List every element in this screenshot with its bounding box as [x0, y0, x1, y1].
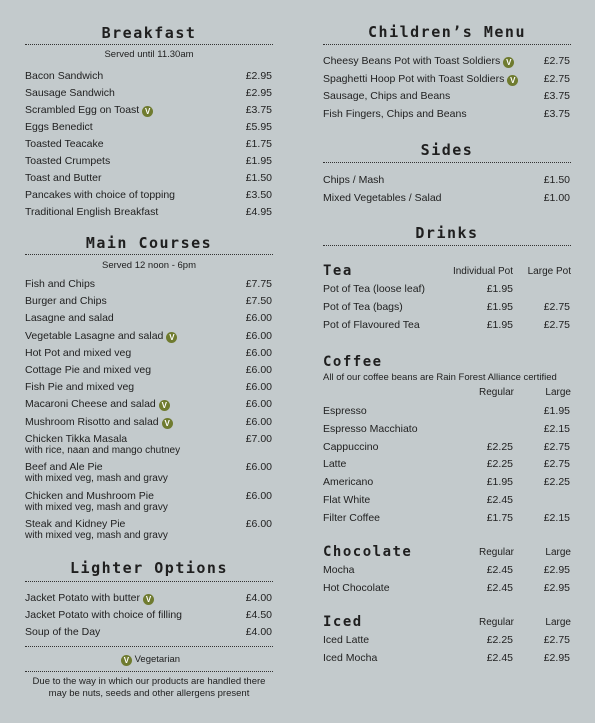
item-name-text: Lasagne and salad: [25, 312, 114, 325]
item-name: [25, 398, 170, 411]
item-price-large: £2.95: [543, 581, 570, 594]
tea-col-header-1: Individual Pot: [452, 266, 513, 277]
item-price-regular: £1.75: [486, 511, 513, 524]
item-price: £6.00: [245, 461, 272, 474]
coffee-note: All of our coffee beans are Rain Forest Alliance certified: [323, 372, 557, 383]
item-note: with mixed veg, mash and gravy: [25, 530, 168, 542]
item-price: £2.75: [543, 72, 570, 85]
item-price: £6.00: [245, 489, 272, 502]
item-name: [25, 347, 131, 359]
item-name-text: Vegetable Lasagne and salad: [25, 329, 164, 342]
item-name: [323, 90, 450, 102]
item-price-large: £2.25: [543, 476, 570, 489]
item-name: [25, 295, 107, 307]
iced-subheading: Iced: [323, 614, 363, 630]
item-name: [25, 330, 177, 343]
item-price-regular: £1.95: [486, 476, 513, 489]
item-price-regular: £1.95: [486, 300, 513, 313]
item-price: £7.50: [245, 295, 272, 308]
item-price: £1.50: [245, 172, 272, 184]
item-name: [25, 592, 154, 605]
item-name: [25, 189, 175, 201]
item-name-text: Jacket Potato with choice of filling: [25, 609, 182, 621]
item-price-large: £2.95: [543, 564, 570, 576]
tea-subheading: Tea: [323, 263, 353, 279]
item-name-text: Chicken Tikka Masala: [25, 432, 128, 445]
item-name: [323, 192, 442, 204]
item-name: [25, 155, 110, 167]
item-name: [25, 138, 104, 150]
item-name-text: Sausage Sandwich: [25, 87, 115, 99]
allergen-line-1: Due to the way in which our products are handled there: [32, 676, 266, 687]
item-price-regular: £2.45: [486, 581, 513, 594]
item-name: Espresso: [323, 405, 367, 417]
item-name: [323, 73, 518, 86]
item-price-regular: £2.25: [486, 634, 513, 646]
item-price-large: £1.95: [543, 405, 570, 417]
main-courses-heading: Main Courses: [85, 234, 213, 252]
item-name: [25, 609, 182, 621]
item-name: [323, 108, 467, 120]
item-name-text: Scrambled Egg on Toast: [25, 104, 140, 116]
iced-col-header-2: Large: [545, 617, 571, 628]
item-name: [25, 433, 127, 445]
veg-legend: [25, 654, 273, 666]
item-name-text: Mushroom Risotto and salad: [25, 415, 159, 428]
item-price: £3.75: [543, 90, 570, 102]
item-price-large: £2.75: [543, 634, 570, 646]
item-name-text: Fish Fingers, Chips and Beans: [323, 107, 467, 120]
item-price: £3.75: [245, 104, 272, 116]
item-price: £6.00: [245, 329, 272, 342]
item-name: [25, 626, 100, 638]
item-price: £6.00: [245, 346, 272, 359]
divider: [25, 581, 273, 582]
item-name-text: Bacon Sandwich: [25, 70, 104, 82]
item-name-text: Toasted Teacake: [25, 138, 104, 150]
item-name-text: Macaroni Cheese and salad: [25, 398, 156, 411]
item-price: £4.50: [245, 609, 272, 621]
item-price-regular: £1.95: [486, 283, 513, 295]
item-name: [25, 206, 158, 218]
item-price: £6.00: [245, 415, 272, 428]
item-price-large: £2.75: [543, 458, 570, 471]
tea-col-header-2: Large Pot: [527, 266, 571, 277]
item-price-regular: £2.45: [486, 651, 513, 664]
divider: [323, 44, 571, 45]
sides-heading: Sides: [420, 141, 474, 159]
vegetarian-icon: V: [162, 418, 173, 429]
item-price: £2.75: [543, 55, 570, 67]
item-name: [25, 172, 101, 184]
item-note: with mixed veg, mash and gravy: [25, 501, 168, 513]
divider: [323, 162, 571, 163]
coffee-col-header-1: Regular: [478, 387, 514, 398]
item-price-large: £2.75: [543, 318, 570, 331]
item-name: Flat White: [323, 494, 371, 506]
item-price: £4.95: [245, 206, 272, 218]
item-name: Mocha: [323, 564, 355, 576]
coffee-col-header-2: Large: [545, 387, 571, 398]
item-name: [25, 381, 134, 393]
item-price-large: £2.15: [543, 422, 570, 435]
item-name: Cappuccino: [323, 440, 379, 453]
item-price: £7.00: [245, 432, 272, 445]
item-price: £2.95: [245, 87, 272, 99]
item-name: [25, 104, 153, 117]
allergen-line-2: may be nuts, seeds and other allergens present: [48, 688, 250, 699]
item-name-text: Cottage Pie and mixed veg: [25, 364, 152, 376]
item-name-text: Traditional English Breakfast: [25, 206, 159, 218]
item-name-text: Chips / Mash: [323, 174, 385, 186]
item-price-large: £2.75: [543, 440, 570, 453]
item-name: [25, 518, 125, 530]
item-price: £3.75: [543, 107, 570, 120]
item-name: Latte: [323, 458, 347, 471]
item-price: £1.75: [245, 138, 272, 150]
item-price: £6.00: [245, 398, 272, 411]
drinks-heading: Drinks: [415, 224, 479, 242]
item-note: with rice, naan and mango chutney: [25, 444, 181, 456]
divider: [25, 44, 273, 45]
item-name-text: Hot Pot and mixed veg: [25, 346, 132, 359]
item-name: [25, 461, 103, 473]
item-price: £5.95: [245, 121, 272, 133]
item-name: Espresso Macchiato: [323, 422, 418, 435]
item-name: [323, 55, 514, 68]
item-price: £6.00: [245, 312, 272, 325]
item-price-regular: £2.25: [486, 458, 513, 471]
item-name: Iced Latte: [323, 634, 370, 646]
item-price-regular: £2.25: [486, 440, 513, 453]
item-name: Pot of Tea (bags): [323, 300, 403, 313]
item-name: [25, 416, 173, 429]
vegetarian-icon: V: [159, 400, 170, 411]
vegetarian-icon: V: [121, 655, 132, 666]
item-name-text: Sausage, Chips and Beans: [323, 90, 451, 102]
item-price: £2.95: [245, 70, 272, 82]
item-price: £1.95: [245, 155, 272, 167]
item-price-regular: £1.95: [486, 318, 513, 331]
divider: [25, 646, 273, 647]
iced-col-header-1: Regular: [478, 617, 514, 628]
item-price: £6.00: [245, 381, 272, 394]
item-name-text: Eggs Benedict: [25, 121, 93, 133]
item-name-text: Spaghetti Hoop Pot with Toast Soldiers: [323, 72, 505, 85]
vegetarian-icon: V: [143, 594, 154, 605]
item-name-text: Mixed Vegetables / Salad: [323, 192, 442, 204]
breakfast-hours: Served until 11.30am: [104, 49, 194, 60]
item-name: Pot of Flavoured Tea: [323, 318, 420, 331]
item-price: £4.00: [245, 626, 272, 638]
item-name: Pot of Tea (loose leaf): [323, 283, 425, 295]
vegetarian-icon: V: [166, 332, 177, 343]
item-name: [25, 121, 93, 133]
lighter-options-heading: Lighter Options: [70, 559, 228, 577]
item-price: £3.50: [245, 189, 272, 201]
item-name-text: Fish Pie and mixed veg: [25, 381, 135, 394]
item-price: £7.75: [245, 278, 272, 290]
item-name-text: Toast and Butter: [25, 172, 102, 184]
vegetarian-icon: V: [503, 57, 514, 68]
item-price-regular: £2.45: [486, 494, 513, 506]
item-name: [323, 174, 384, 186]
item-name: [25, 364, 151, 376]
chocolate-col-header-2: Large: [545, 547, 571, 558]
item-price: £6.00: [245, 364, 272, 376]
item-price-large: £2.95: [543, 651, 570, 664]
vegetarian-icon: V: [142, 106, 153, 117]
item-name: [25, 278, 95, 290]
item-price: £4.00: [245, 592, 272, 604]
divider: [25, 254, 273, 255]
item-price-large: £2.75: [543, 300, 570, 313]
item-name: [25, 70, 103, 82]
item-name-text: Pancakes with choice of topping: [25, 189, 176, 201]
chocolate-col-header-1: Regular: [478, 547, 514, 558]
item-name: [25, 312, 114, 324]
childrens-menu-heading: Children’s Menu: [368, 23, 526, 41]
item-name: [25, 490, 154, 502]
item-name-text: Beef and Ale Pie: [25, 461, 103, 474]
coffee-subheading: Coffee: [323, 354, 383, 370]
item-name-text: Cheesy Beans Pot with Toast Soldiers: [323, 55, 501, 67]
item-name-text: Steak and Kidney Pie: [25, 518, 126, 531]
item-name-text: Fish and Chips: [25, 278, 96, 290]
breakfast-heading: Breakfast: [101, 24, 197, 42]
item-name-text: Burger and Chips: [25, 295, 107, 308]
item-price-large: £2.15: [543, 511, 570, 524]
item-price: £1.00: [543, 192, 570, 204]
item-name: Filter Coffee: [323, 511, 380, 524]
veg-legend-label: Vegetarian: [134, 654, 181, 665]
divider: [25, 671, 273, 672]
main-courses-hours: Served 12 noon - 6pm: [101, 260, 196, 271]
item-name-text: Toasted Crumpets: [25, 155, 111, 167]
item-note: with mixed veg, mash and gravy: [25, 473, 168, 485]
chocolate-subheading: Chocolate: [323, 544, 413, 560]
item-name-text: Soup of the Day: [25, 626, 101, 638]
item-name: Iced Mocha: [323, 651, 378, 664]
divider: [323, 245, 571, 246]
item-name-text: Chicken and Mushroom Pie: [25, 489, 154, 502]
item-price: £1.50: [543, 174, 570, 186]
item-price-regular: £2.45: [486, 564, 513, 576]
item-name: [25, 87, 115, 99]
item-name-text: Jacket Potato with butter: [25, 592, 140, 604]
item-price: £6.00: [245, 518, 272, 531]
item-name: Hot Chocolate: [323, 581, 390, 594]
vegetarian-icon: V: [507, 75, 518, 86]
item-name: Americano: [323, 476, 374, 489]
